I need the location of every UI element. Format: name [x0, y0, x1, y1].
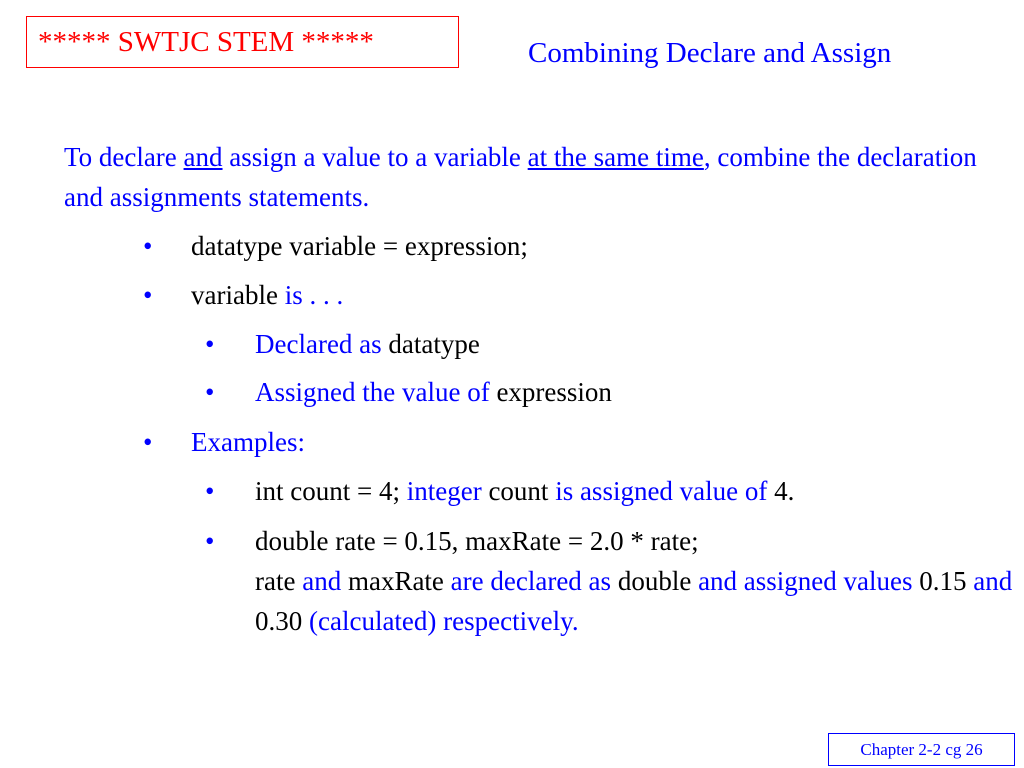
- is-ellipsis: is . . .: [284, 280, 344, 310]
- bullet-example-int: [205, 467, 795, 516]
- rate-word: rate: [255, 566, 303, 596]
- intro-paragraph: [64, 137, 1004, 217]
- value-030: 0.30: [255, 606, 309, 636]
- slide-footer: [828, 733, 1015, 766]
- are-declared-text: are declared as: [450, 566, 618, 596]
- maxrate-word: maxRate: [347, 566, 451, 596]
- double-code: double rate = 0.15, maxRate = 2.0 * rate;: [255, 526, 699, 556]
- is-assigned-text: is assigned value of: [555, 476, 775, 506]
- value-four: 4.: [774, 476, 795, 506]
- integer-word: integer: [406, 476, 482, 506]
- double-explanation: [255, 561, 1015, 641]
- int-code: int count = 4;: [255, 476, 407, 506]
- bullet-dot: •: [143, 231, 153, 261]
- intro-text-2: assign a value to a variable: [222, 142, 528, 172]
- bullet-dot: •: [205, 476, 215, 506]
- calculated-respectively-text: (calculated) respectively.: [309, 606, 579, 636]
- bullet-declared-as: [205, 320, 480, 369]
- and-word-2: and: [973, 566, 1013, 596]
- syntax-text: datatype variable = expression;: [191, 231, 528, 261]
- examples-heading: Examples:: [191, 427, 305, 457]
- banner-text: ***** SWTJC STEM *****: [38, 26, 374, 58]
- bullet-dot: •: [143, 427, 153, 457]
- footer-label: Chapter 2-2 cg 26: [860, 740, 983, 759]
- double-word: double: [617, 566, 699, 596]
- bullet-assigned-value: [205, 368, 612, 417]
- datatype-word: datatype: [388, 329, 480, 359]
- bullet-dot: •: [205, 526, 215, 556]
- bullet-syntax: [143, 222, 528, 271]
- slide-title: Combining Declare and Assign: [528, 37, 892, 69]
- bullet-dot: •: [143, 280, 153, 310]
- bullet-example-double: [205, 521, 1015, 641]
- expression-word: expression: [496, 377, 612, 407]
- intro-underline-same-time: at the same time: [527, 142, 704, 172]
- bullet-dot: •: [205, 329, 215, 359]
- intro-underline-and: and: [183, 142, 223, 172]
- variable-word: variable: [191, 280, 285, 310]
- count-word: count: [481, 476, 556, 506]
- and-assigned-text: and assigned values: [698, 566, 920, 596]
- bullet-variable: [143, 271, 344, 320]
- swtjc-stem-banner: [26, 16, 459, 68]
- bullet-dot: •: [205, 377, 215, 407]
- assigned-value-text: Assigned the value of: [255, 377, 497, 407]
- intro-text-3: , combine the declaration and assignments statements.: [64, 142, 977, 212]
- value-015: 0.15: [919, 566, 974, 596]
- and-word: and: [302, 566, 348, 596]
- bullet-examples: [143, 418, 305, 467]
- declared-as-text: Declared as: [255, 329, 389, 359]
- intro-text-1: To declare: [64, 142, 184, 172]
